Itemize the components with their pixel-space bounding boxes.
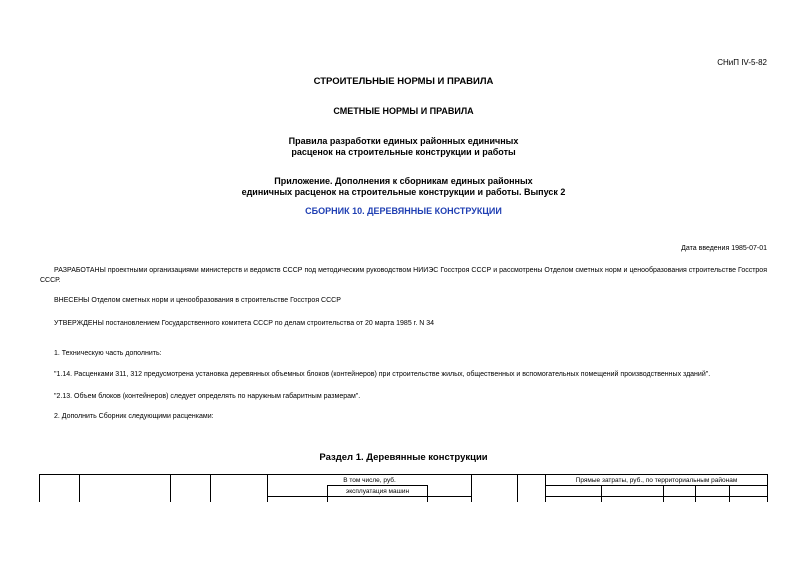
table-header-row xyxy=(40,475,768,486)
header-direct-costs: Прямые затраты, руб., по территориальным районам xyxy=(546,475,768,486)
collection-title: СБОРНИК 10. ДЕРЕВЯННЫЕ КОНСТРУКЦИИ xyxy=(305,206,502,216)
rules-title xyxy=(0,136,807,158)
paragraph-item1: 1. Техническую часть дополнить: xyxy=(54,350,162,357)
intro-date: Дата введения 1985-07-01 xyxy=(681,245,767,252)
table-cell xyxy=(664,486,696,497)
appendix-title-line1: Приложение. Дополнения к сборникам единых районных xyxy=(274,176,533,186)
paragraph-item2: 2. Дополнить Сборник следующими расценками: xyxy=(54,413,214,420)
paragraph-developed: РАЗРАБОТАНЫ проектными организациями министерств и ведомств СССР под методическим руководством НИИЭС Госстроя СССР и рассмотрены Отделом сметных норм и ценообразования строительстве Госстроя СССР. xyxy=(40,267,767,284)
main-title: СТРОИТЕЛЬНЫЕ НОРМЫ И ПРАВИЛА xyxy=(313,76,494,87)
table-cell xyxy=(696,486,730,497)
appendix-title xyxy=(0,176,807,198)
table-cell xyxy=(268,486,328,497)
page-bottom-cutoff xyxy=(0,502,807,571)
paragraph-item1-14: "1.14. Расценками 311, 312 предусмотрена установка деревянных объемных блоков (контейнеров) при строительстве жилых, общественных и вспомогательных помещений производственных зданий". xyxy=(54,371,711,378)
document-code: СНиП IV-5-82 xyxy=(717,58,767,67)
paragraph-item2-13: "2.13. Объем блоков (контейнеров) следует определять по наружным габаритным размерам". xyxy=(54,393,361,400)
table-cell xyxy=(602,486,664,497)
paragraph-approved: УТВЕРЖДЕНЫ постановлением Государственного комитета СССР по делам строительства от 20 марта 1985 г. N 34 xyxy=(54,320,435,327)
paragraph-introduced: ВНЕСЕНЫ Отделом сметных норм и ценообразования в строительстве Госстроя СССР xyxy=(54,297,341,304)
table-cell xyxy=(546,486,602,497)
appendix-title-line2: единичных расценок на строительные конструкции и работы. Выпуск 2 xyxy=(241,187,566,197)
table-cell xyxy=(428,486,472,497)
section-title: Раздел 1. Деревянные конструкции xyxy=(319,452,488,463)
rules-title-line2: расценок на строительные конструкции и работы xyxy=(291,147,516,157)
subtitle: СМЕТНЫЕ НОРМЫ И ПРАВИЛА xyxy=(333,106,474,116)
rules-title-line1: Правила разработки единых районных единичных xyxy=(288,136,519,146)
table-cell xyxy=(730,486,768,497)
header-included: В том числе, руб. xyxy=(268,475,472,486)
header-machines: эксплуатация машин xyxy=(328,486,428,497)
